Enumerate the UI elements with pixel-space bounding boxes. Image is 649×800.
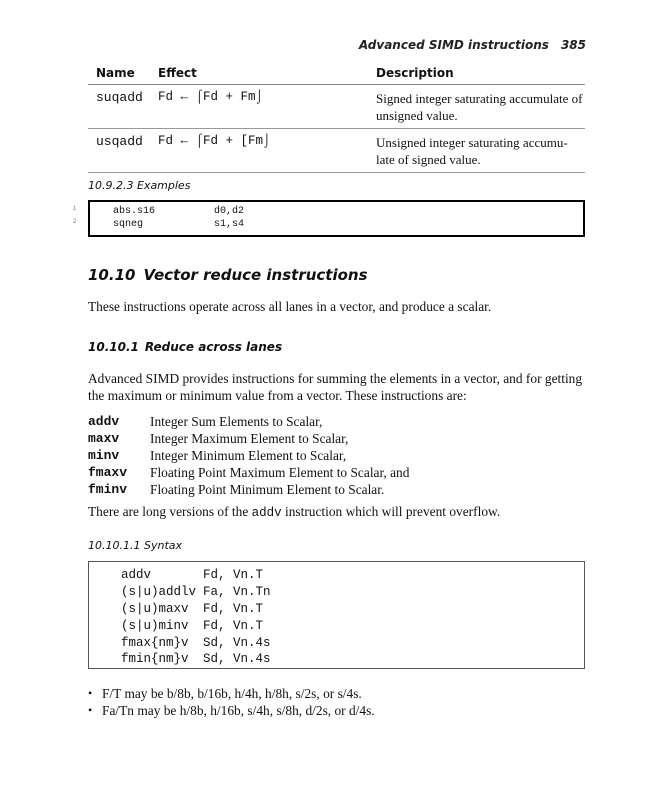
page-number: 385 bbox=[560, 38, 586, 52]
examples-heading: 10.9.2.3 Examples bbox=[88, 179, 191, 192]
subsection-name: Reduce across lanes bbox=[144, 340, 283, 354]
code-line bbox=[89, 651, 584, 668]
line-number: 1 bbox=[73, 206, 77, 212]
section-number: 10.10 bbox=[88, 266, 136, 284]
note-code: addv bbox=[251, 506, 282, 520]
code-mnemonic: sqneg bbox=[113, 219, 144, 230]
examples-code-block bbox=[88, 200, 585, 237]
code-operands: Sd, Vn.4s bbox=[203, 635, 271, 650]
bullet-icon: • bbox=[88, 703, 93, 717]
running-header bbox=[359, 38, 586, 52]
cell-effect: Fd ← ⌠Fd + [Fm⌡ bbox=[158, 134, 271, 148]
col-header-name: Name bbox=[96, 66, 135, 80]
code-line bbox=[89, 634, 584, 651]
section-intro: These instructions operate across all lanes in a vector, and produce a scalar. bbox=[88, 299, 492, 314]
bullet-list bbox=[88, 685, 588, 719]
list-desc: Floating Point Maximum Element to Scalar, and bbox=[150, 464, 410, 480]
list-desc: Integer Maximum Element to Scalar, bbox=[150, 430, 349, 446]
list-term: fmaxv bbox=[88, 465, 128, 480]
syntax-code-block bbox=[88, 561, 585, 669]
bullet-item bbox=[88, 685, 588, 702]
subsection-number: 10.10.1 bbox=[88, 340, 139, 354]
code-mnemonic: abs.s16 bbox=[113, 206, 156, 217]
instruction-table bbox=[88, 62, 585, 173]
col-header-description: Description bbox=[376, 65, 454, 80]
list-item bbox=[88, 481, 588, 498]
cell-description: Signed integer saturating accumulate of unsigned value. bbox=[376, 91, 583, 123]
list-term: fminv bbox=[88, 482, 128, 497]
code-operands: s1,s4 bbox=[214, 219, 245, 230]
code-operands: Fd, Vn.T bbox=[203, 618, 264, 633]
code-mnemonic: (s|u)addlv bbox=[121, 585, 197, 600]
list-desc: Integer Minimum Element to Scalar, bbox=[150, 447, 347, 463]
list-item bbox=[88, 413, 588, 430]
bullet-icon: • bbox=[88, 686, 93, 700]
list-item bbox=[88, 430, 588, 447]
code-operands: d0,d2 bbox=[214, 206, 245, 217]
instruction-list bbox=[88, 413, 588, 498]
list-term: minv bbox=[88, 448, 120, 463]
table-row bbox=[88, 85, 585, 129]
note-text-pre: There are long versions of the bbox=[88, 504, 252, 519]
list-desc: Floating Point Minimum Element to Scalar. bbox=[150, 481, 385, 497]
code-line bbox=[89, 601, 584, 618]
col-header-effect: Effect bbox=[158, 66, 197, 80]
cell-name: usqadd bbox=[96, 134, 143, 149]
code-line bbox=[90, 205, 583, 218]
code-operands: Fd, Vn.T bbox=[203, 601, 264, 616]
table-row bbox=[88, 129, 585, 173]
code-line bbox=[89, 567, 584, 584]
list-item bbox=[88, 464, 588, 481]
line-number: 2 bbox=[73, 219, 77, 225]
syntax-heading: 10.10.1.1 Syntax bbox=[88, 539, 183, 552]
code-operands: Sd, Vn.4s bbox=[203, 652, 271, 667]
header-title: Advanced SIMD instructions bbox=[358, 38, 549, 52]
code-line bbox=[89, 584, 584, 601]
code-line bbox=[89, 617, 584, 634]
subsection-intro: Advanced SIMD provides instructions for summing the elements in a vector, and for getting the maximum or minimum value from a vector. These instructions are: bbox=[88, 371, 583, 403]
list-item bbox=[88, 447, 588, 464]
cell-effect: Fd ← ⌠Fd + Fm⌡ bbox=[158, 90, 264, 104]
list-term: addv bbox=[88, 414, 120, 429]
section-title bbox=[88, 266, 368, 284]
bullet-text: F/T may be b/8b, b/16b, h/4h, h/8h, s/2s, or s/4s. bbox=[102, 685, 362, 701]
overflow-note bbox=[88, 503, 588, 522]
list-term: maxv bbox=[88, 431, 120, 446]
code-mnemonic: (s|u)minv bbox=[121, 618, 189, 633]
section-name: Vector reduce instructions bbox=[143, 266, 368, 284]
bullet-text: Fa/Tn may be h/8b, h/16b, s/4h, s/8h, d/2s, or d/4s. bbox=[102, 702, 375, 718]
table-header bbox=[88, 62, 585, 85]
code-mnemonic: (s|u)maxv bbox=[121, 601, 189, 616]
note-text-post: instruction which will prevent overflow. bbox=[281, 504, 501, 519]
list-desc: Integer Sum Elements to Scalar, bbox=[150, 413, 323, 429]
code-mnemonic: fmax{nm}v bbox=[121, 635, 189, 650]
code-operands: Fd, Vn.T bbox=[203, 568, 264, 583]
code-mnemonic: addv bbox=[121, 568, 152, 583]
bullet-item bbox=[88, 702, 588, 719]
cell-name: suqadd bbox=[96, 90, 143, 105]
code-mnemonic: fmin{nm}v bbox=[121, 652, 189, 667]
subsection-title bbox=[88, 340, 282, 354]
code-line bbox=[90, 218, 583, 231]
cell-description: Unsigned integer saturating accumu-late of signed value. bbox=[376, 135, 568, 167]
code-operands: Fa, Vn.Tn bbox=[203, 585, 271, 600]
